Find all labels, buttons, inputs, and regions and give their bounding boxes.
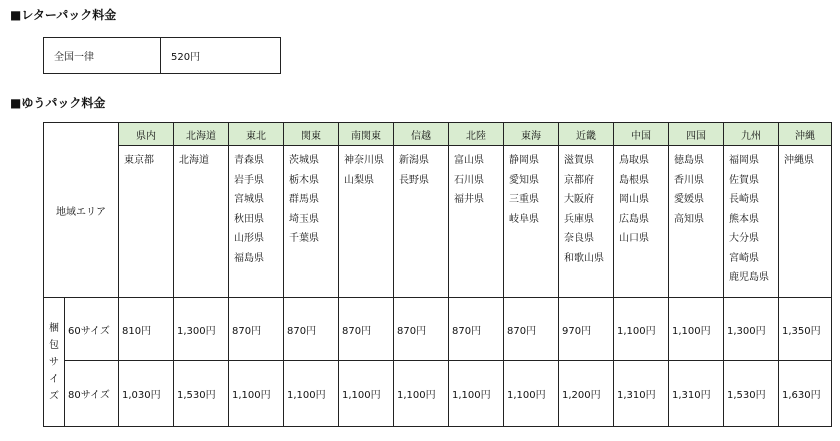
prefecture-name: 静岡県: [509, 155, 539, 166]
region-header: 北陸: [449, 123, 504, 146]
price-cell: 810円: [119, 298, 174, 361]
prefecture-name: 山口県: [619, 233, 649, 244]
price-cell: 970円: [559, 298, 614, 361]
price-cell: 1,300円: [174, 298, 229, 361]
prefecture-name: 神奈川県: [344, 155, 384, 166]
region-header-row: [44, 123, 832, 146]
yu-pack-title: ■ゆうパック料金: [10, 96, 106, 110]
price-cell: 1,630円: [779, 361, 832, 427]
prefecture-name: 青森県: [234, 155, 264, 166]
prefecture-name: 徳島県: [674, 155, 704, 166]
letter-pack-table: [43, 37, 281, 74]
prefecture-name: 福井県: [454, 194, 484, 205]
table-row: [44, 298, 832, 361]
size-name-cell: 80サイズ: [65, 361, 119, 427]
prefecture-name: 三重県: [509, 194, 539, 205]
prefecture-name: 長崎県: [729, 194, 759, 205]
price-cell: 870円: [449, 298, 504, 361]
region-header: 九州: [724, 123, 779, 146]
prefecture-name: 茨城県: [289, 155, 319, 166]
prefecture-list: [339, 146, 394, 298]
region-header: 四国: [669, 123, 724, 146]
prefecture-row: [44, 146, 832, 298]
price-cell: 1,100円: [229, 361, 284, 427]
prefecture-name: 石川県: [454, 174, 484, 186]
prefecture-name: 兵庫県: [564, 213, 594, 225]
price-cell: 1,300円: [724, 298, 779, 361]
region-header: 北海道: [174, 123, 229, 146]
prefecture-list: [504, 146, 559, 298]
prefecture-list: [779, 146, 832, 298]
region-header: 県内: [119, 123, 174, 146]
prefecture-name: 山形県: [234, 233, 264, 244]
prefecture-name: 岡山県: [619, 194, 649, 205]
prefecture-name: 奈良県: [564, 233, 594, 244]
price-cell: 1,100円: [394, 361, 449, 427]
letter-pack-title: ■レターパック料金: [10, 8, 117, 22]
size-name-cell: 60サイズ: [65, 298, 119, 361]
region-header: 信越: [394, 123, 449, 146]
region-header: 関東: [284, 123, 339, 146]
prefecture-name: 愛媛県: [674, 194, 704, 205]
prefecture-list: [724, 146, 779, 298]
region-header: 南関東: [339, 123, 394, 146]
prefecture-name: 高知県: [674, 213, 704, 225]
prefecture-name: 沖縄県: [784, 155, 814, 166]
prefecture-name: 岩手県: [234, 174, 264, 186]
prefecture-name: 和歌山県: [564, 252, 604, 264]
prefecture-list: [559, 146, 614, 298]
table-row: [44, 361, 832, 427]
prefecture-name: 宮城県: [234, 194, 264, 205]
prefecture-name: 福島県: [234, 252, 264, 264]
prefecture-name: 新潟県: [399, 155, 429, 166]
price-cell: 1,310円: [669, 361, 724, 427]
price-cell: 1,200円: [559, 361, 614, 427]
price-cell: 870円: [394, 298, 449, 361]
prefecture-name: 島根県: [619, 174, 649, 186]
prefecture-list: [284, 146, 339, 298]
prefecture-name: 広島県: [619, 213, 649, 225]
price-cell: 1,100円: [504, 361, 559, 427]
region-header: 近畿: [559, 123, 614, 146]
prefecture-name: 鹿児島県: [729, 272, 769, 283]
prefecture-list: [669, 146, 724, 298]
prefecture-name: 東京都: [124, 155, 154, 166]
price-cell: 1,100円: [284, 361, 339, 427]
prefecture-name: 福岡県: [729, 155, 759, 166]
prefecture-name: 佐賀県: [729, 174, 759, 186]
prefecture-name: 大阪府: [564, 194, 594, 205]
region-header: 沖縄: [779, 123, 832, 146]
prefecture-list: [449, 146, 504, 298]
prefecture-name: 京都府: [564, 174, 594, 186]
price-cell: 1,030円: [119, 361, 174, 427]
region-header: 東海: [504, 123, 559, 146]
prefecture-name: 埼玉県: [289, 213, 319, 225]
letter-price-cell: 520円: [161, 38, 281, 74]
prefecture-name: 栃木県: [289, 174, 319, 186]
prefecture-list: [119, 146, 174, 298]
prefecture-name: 秋田県: [234, 213, 264, 225]
price-cell: 1,100円: [669, 298, 724, 361]
prefecture-list: [394, 146, 449, 298]
prefecture-name: 鳥取県: [619, 155, 649, 166]
region-header: 東北: [229, 123, 284, 146]
price-cell: 1,310円: [614, 361, 669, 427]
prefecture-name: 滋賀県: [564, 155, 594, 166]
prefecture-name: 大分県: [729, 233, 759, 244]
prefecture-name: 熊本県: [729, 213, 759, 225]
price-cell: 1,350円: [779, 298, 832, 361]
prefecture-list: [174, 146, 229, 298]
prefecture-name: 香川県: [674, 174, 704, 186]
prefecture-name: 長野県: [399, 174, 429, 186]
prefecture-name: 富山県: [454, 155, 484, 166]
yu-pack-table: [43, 122, 832, 427]
area-label-cell: 地域エリア: [44, 123, 119, 298]
price-cell: 1,530円: [174, 361, 229, 427]
prefecture-list: [229, 146, 284, 298]
price-cell: 870円: [229, 298, 284, 361]
prefecture-name: 山梨県: [344, 174, 374, 186]
price-cell: 1,530円: [724, 361, 779, 427]
price-cell: 870円: [504, 298, 559, 361]
prefecture-name: 愛知県: [509, 174, 539, 186]
prefecture-name: 千葉県: [289, 233, 319, 244]
size-label-cell: 梱 包 サ イ ズ: [44, 298, 65, 427]
prefecture-name: 宮崎県: [729, 252, 759, 264]
letter-area-cell: 全国一律: [44, 38, 161, 74]
price-cell: 870円: [339, 298, 394, 361]
price-cell: 1,100円: [614, 298, 669, 361]
table-row: [44, 38, 281, 74]
price-cell: 1,100円: [339, 361, 394, 427]
prefecture-name: 群馬県: [289, 194, 319, 205]
prefecture-name: 北海道: [179, 155, 209, 166]
region-header: 中国: [614, 123, 669, 146]
prefecture-name: 岐阜県: [509, 213, 539, 225]
price-cell: 870円: [284, 298, 339, 361]
prefecture-list: [614, 146, 669, 298]
price-cell: 1,100円: [449, 361, 504, 427]
